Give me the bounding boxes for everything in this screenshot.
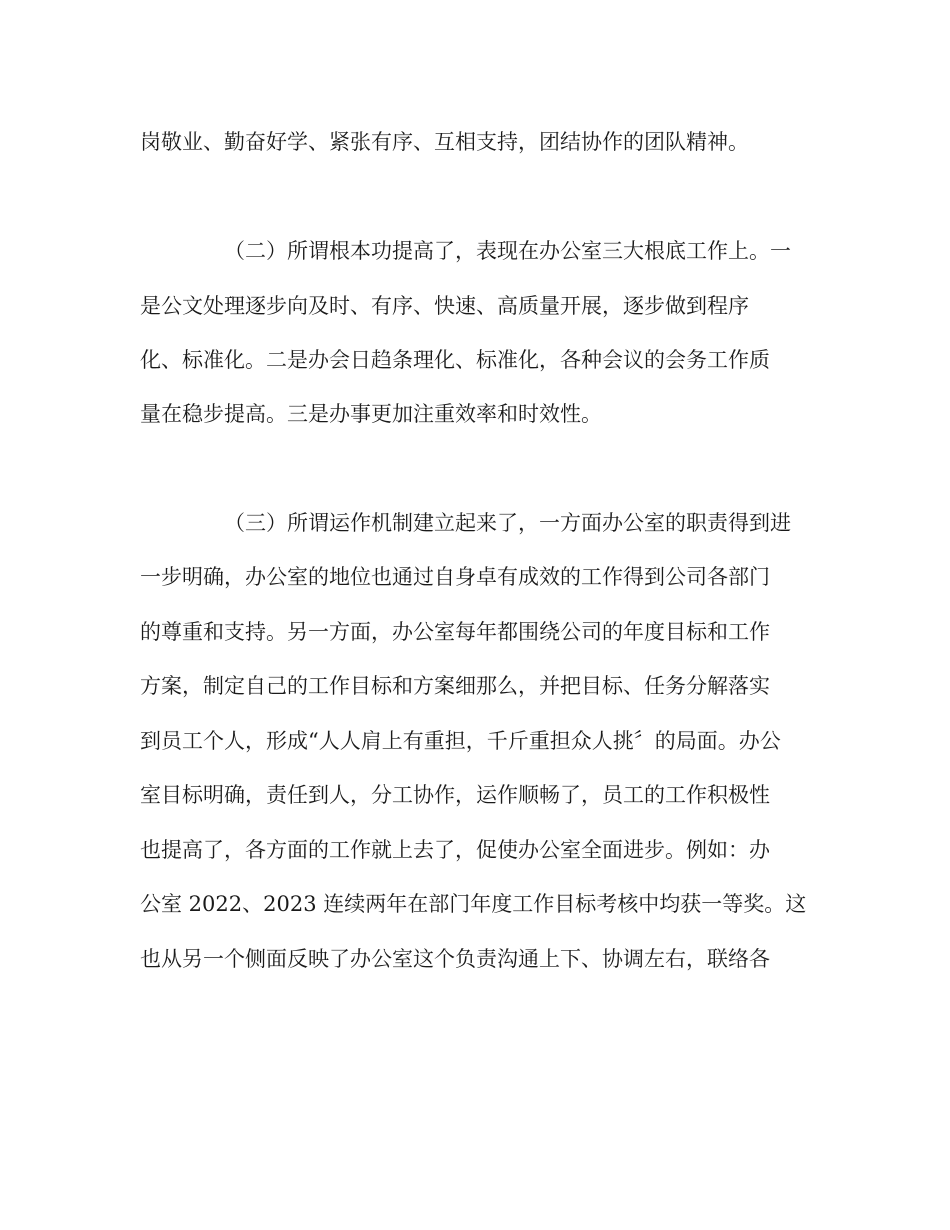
paragraph-line: 方案，制定自己的工作目标和方案细那么，并把目标、任务分解落实: [140, 674, 770, 698]
paragraph-line: 也提高了，各方面的工作就上去了，促使办公室全面进步。例如：办: [140, 838, 770, 862]
paragraph-line: 量在稳步提高。三是办事更加注重效率和时效性。: [140, 402, 602, 426]
paragraph-line: 是公文处理逐步向及时、有序、快速、高质量开展，逐步做到程序: [140, 294, 749, 318]
paragraph-line: （二）所谓根本功提高了，表现在办公室三大根底工作上。一: [224, 239, 791, 263]
paragraph-line: 室目标明确，责任到人，分工协作，运作顺畅了，员工的工作积极性: [140, 783, 770, 807]
paragraph-line: 化、标准化。二是办会日趋条理化、标准化，各种会议的会务工作质: [140, 348, 770, 372]
paragraph-line: 也从另一个侧面反映了办公室这个负责沟通上下、协调左右，联络各: [140, 947, 770, 971]
paragraph-line: 岗敬业、勤奋好学、紧张有序、互相支持，团结协作的团队精神。: [140, 130, 749, 154]
paragraph-line: 到员工个人，形成“人人肩上有重担，千斤重担众人挑〞的局面。办公: [140, 729, 781, 753]
paragraph-line: 公室 2022、2023 连续两年在部门年度工作目标考核中均获一等奖。这: [140, 892, 807, 916]
paragraph-line: 的尊重和支持。另一方面，办公室每年都围绕公司的年度目标和工作: [140, 620, 770, 644]
paragraph-line: 一步明确，办公室的地位也通过自身卓有成效的工作得到公司各部门: [140, 565, 770, 589]
paragraph-line: （三）所谓运作机制建立起来了，一方面办公室的职责得到进: [224, 511, 791, 535]
